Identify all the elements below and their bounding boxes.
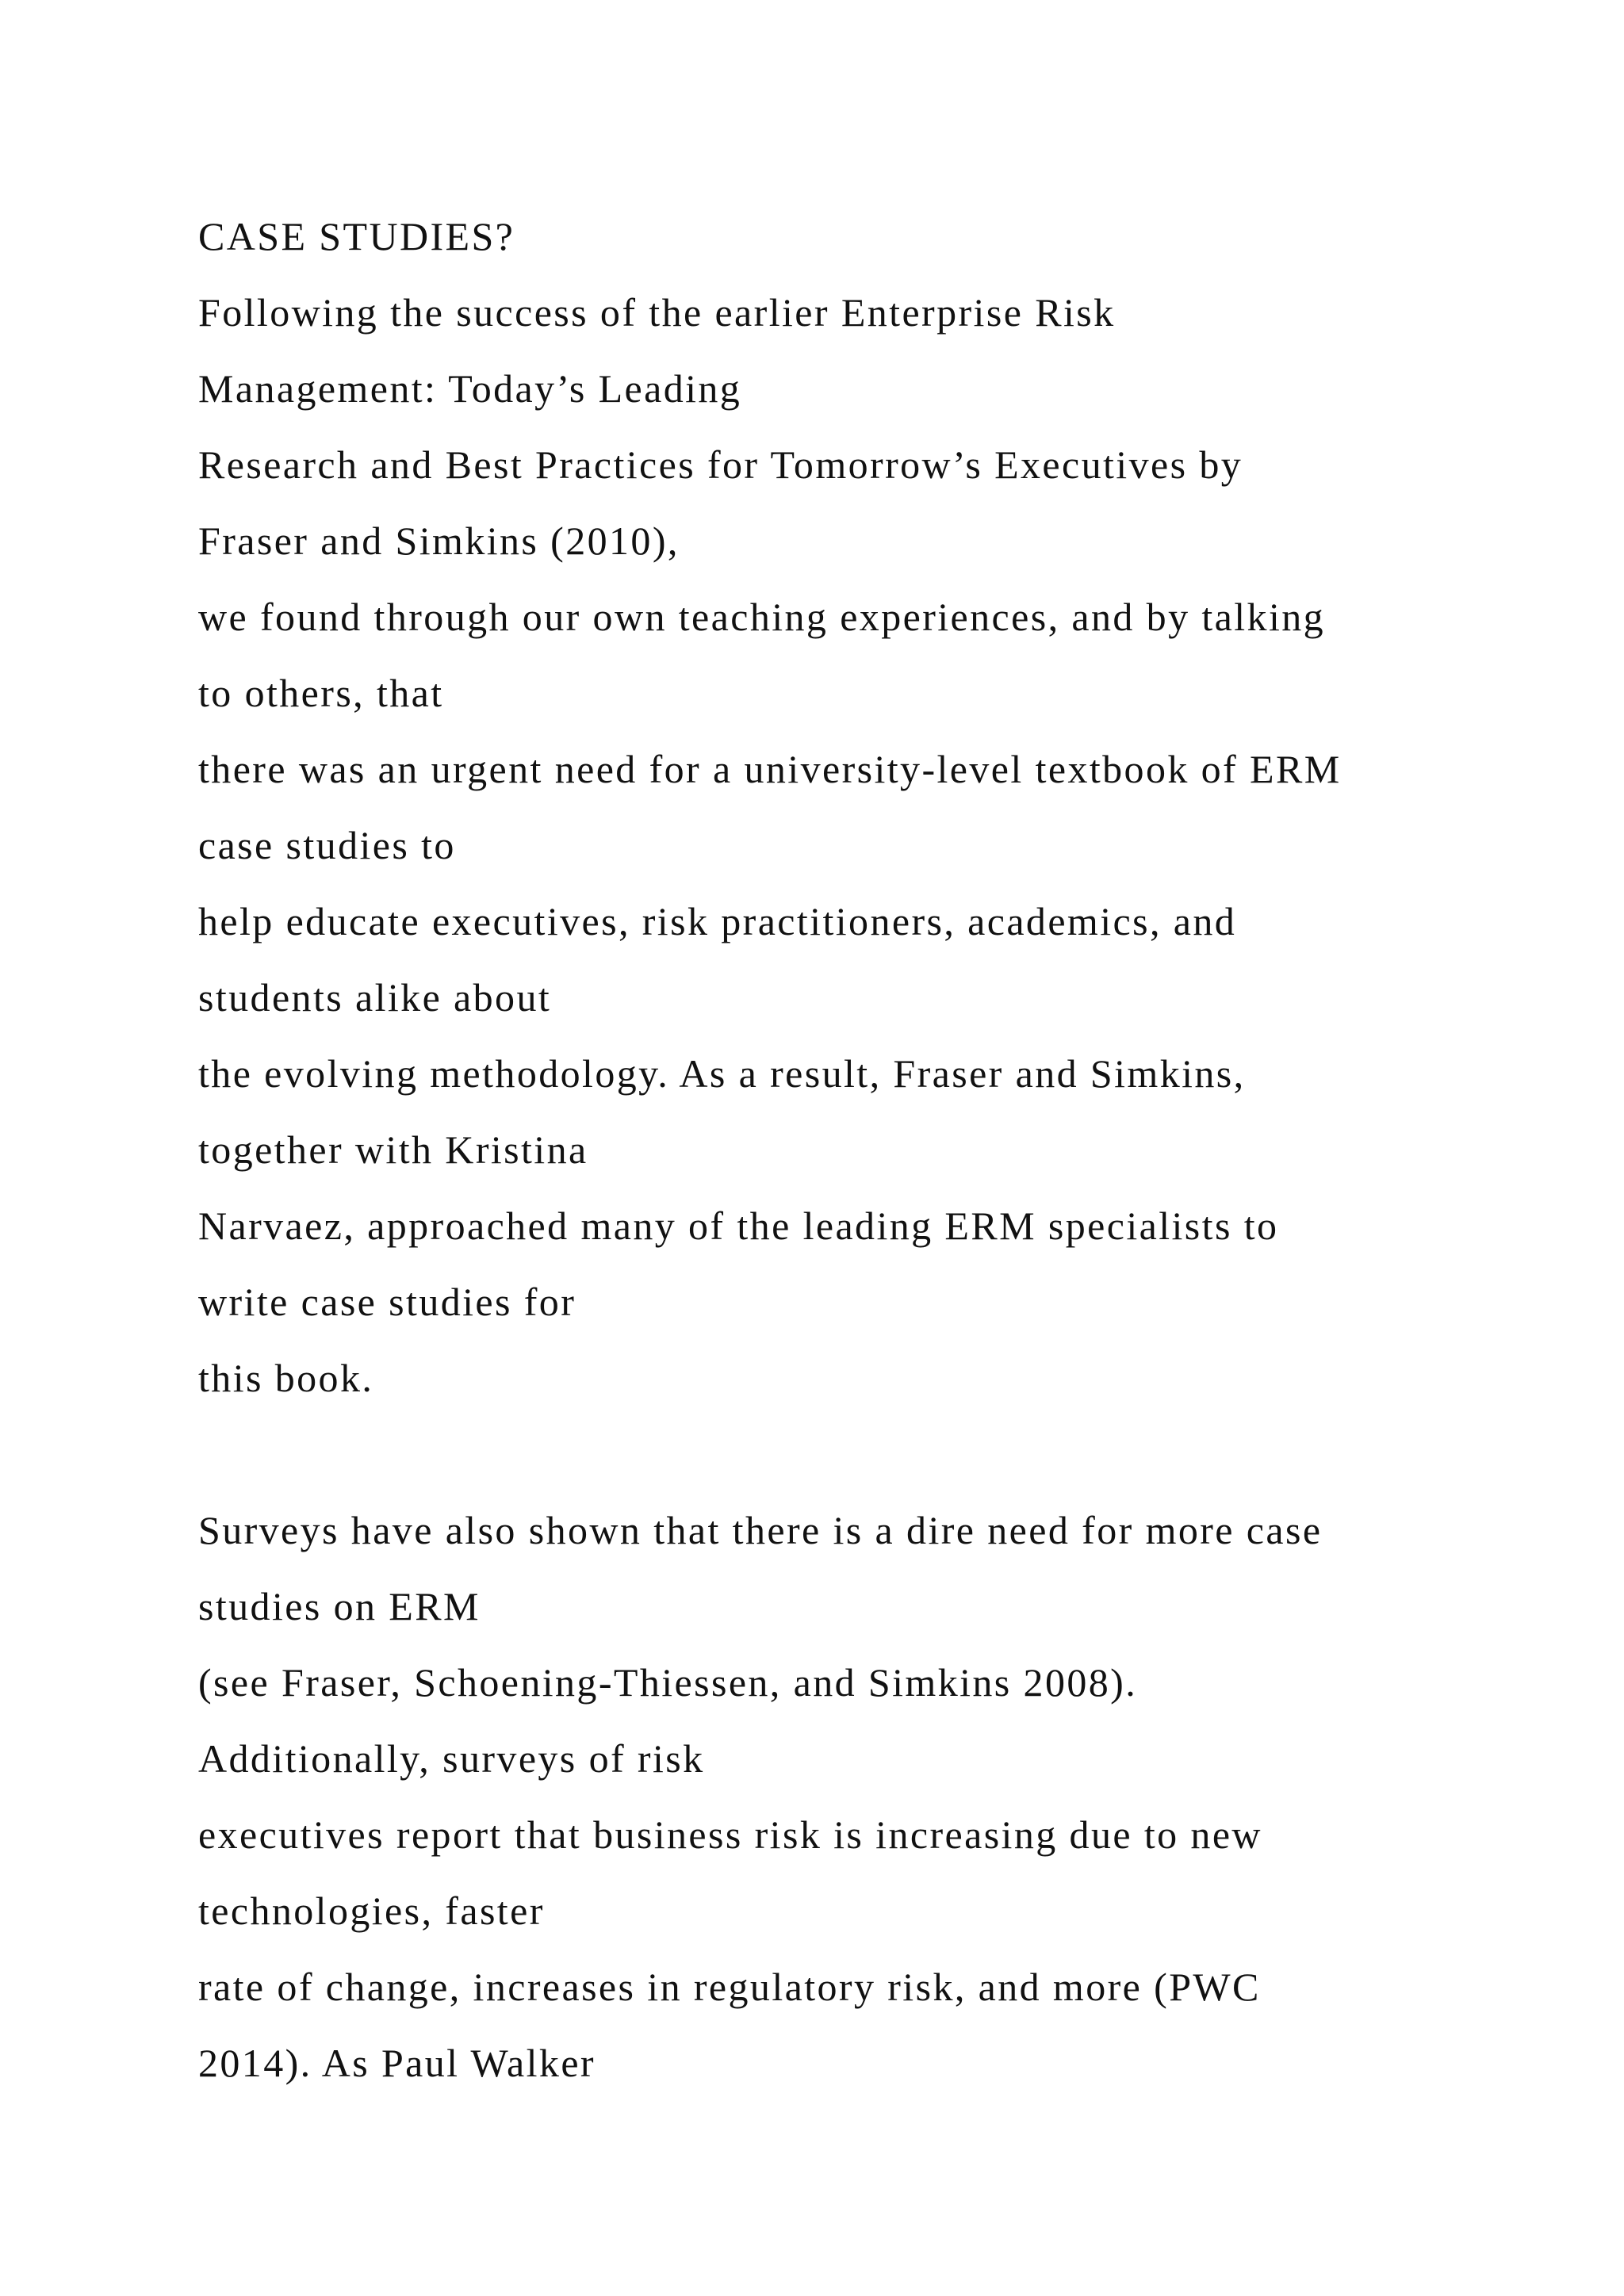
section-heading: CASE STUDIES? [198, 214, 515, 258]
text-line: students alike about [198, 975, 552, 1020]
text-line: Narvaez, approached many of the leading ERM specialists to [198, 1203, 1279, 1248]
text-line: Fraser and Simkins (2010), [198, 519, 680, 563]
document-text [198, 198, 1546, 2101]
text-line: there was an urgent need for a university-level textbook of ERM [198, 747, 1342, 791]
text-line: technologies, faster [198, 1888, 545, 1933]
text-line: write case studies for [198, 1280, 576, 1324]
text-line: we found through our own teaching experiences, and by talking [198, 595, 1326, 639]
text-line: case studies to [198, 823, 456, 867]
text-line: rate of change, increases in regulatory risk, and more (PWC [198, 1965, 1261, 2009]
text-line: together with Kristina [198, 1127, 588, 1172]
text-line: 2014). As Paul Walker [198, 2041, 596, 2085]
text-line: Management: Today’s Leading [198, 366, 742, 411]
text-line: to others, that [198, 671, 444, 715]
text-line: studies on ERM [198, 1584, 481, 1628]
text-line: Research and Best Practices for Tomorrow’s Executives by [198, 442, 1243, 487]
text-line: executives report that business risk is increasing due to new [198, 1812, 1262, 1857]
text-line: Following the success of the earlier Enterprise Risk [198, 290, 1116, 335]
text-line: the evolving methodology. As a result, Fraser and Simkins, [198, 1051, 1246, 1096]
text-line: help educate executives, risk practitioners, academics, and [198, 899, 1237, 943]
paragraph-break [198, 1416, 1546, 1492]
text-line: this book. [198, 1356, 374, 1400]
text-line: Additionally, surveys of risk [198, 1736, 705, 1781]
text-line: (see Fraser, Schoening-Thiessen, and Simkins 2008). [198, 1660, 1138, 1705]
text-line: Surveys have also shown that there is a dire need for more case [198, 1508, 1323, 1552]
